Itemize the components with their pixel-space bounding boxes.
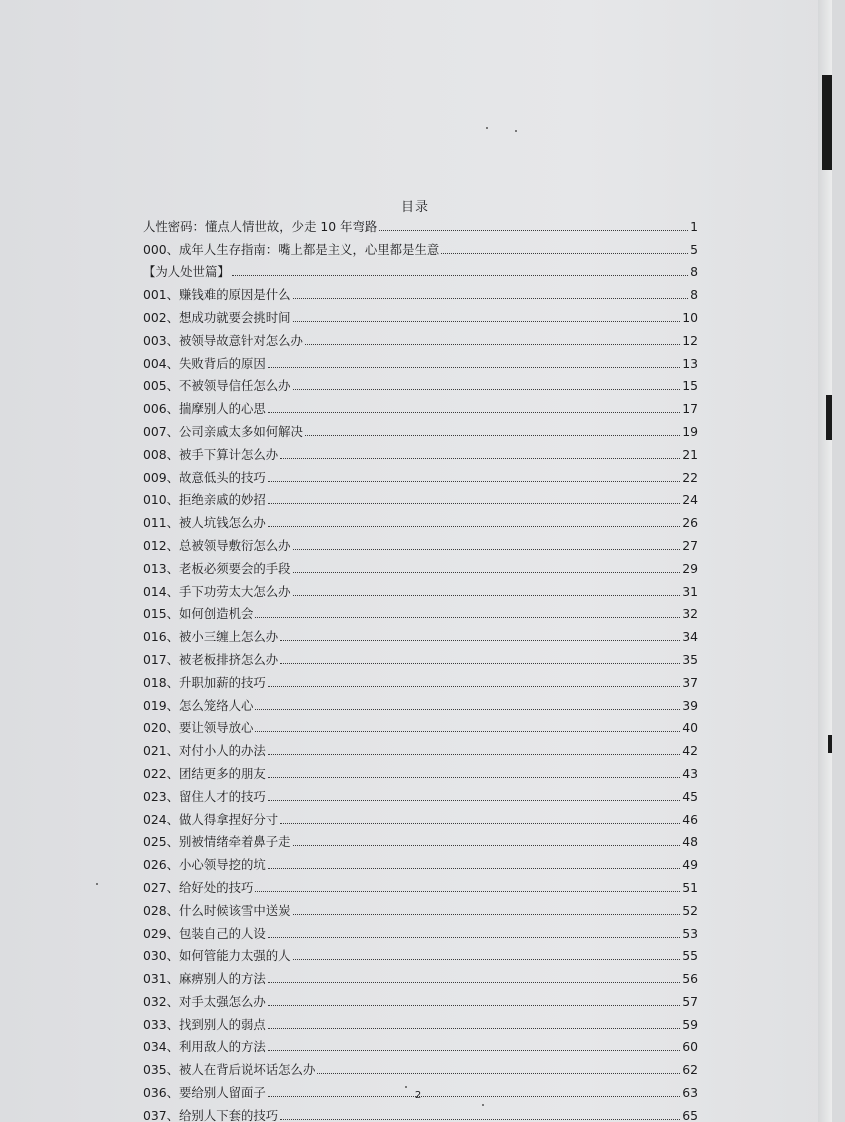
- toc-entry[interactable]: [143, 258, 698, 281]
- dot-leader: [293, 548, 681, 550]
- toc-entry-page: 24: [682, 492, 698, 508]
- toc-entry-label: 010、拒绝亲戚的妙招: [143, 492, 266, 508]
- scan-speck: [486, 127, 488, 129]
- toc-entry[interactable]: [143, 463, 698, 486]
- toc-entry-label: 020、要让领导放心: [143, 720, 254, 736]
- toc-entry-label: 014、手下功劳太大怎么办: [143, 583, 291, 599]
- toc-entry-page: 34: [682, 629, 698, 645]
- toc-entry-page: 43: [682, 765, 698, 781]
- dot-leader: [255, 890, 680, 892]
- toc-entry-label: 003、被领导故意针对怎么办: [143, 332, 303, 348]
- toc-entry[interactable]: [143, 736, 698, 759]
- toc-entry-label: 009、故意低头的技巧: [143, 469, 266, 485]
- dot-leader: [232, 274, 688, 276]
- toc-entry[interactable]: [143, 326, 698, 349]
- dot-leader: [268, 1049, 680, 1051]
- dot-leader: [280, 662, 680, 664]
- toc-entry-page: 51: [682, 879, 698, 895]
- toc-entry-label: 015、如何创造机会: [143, 606, 254, 622]
- torn-edge: [822, 75, 832, 170]
- toc-entry[interactable]: [143, 1055, 698, 1078]
- toc-entry-label: 002、想成功就要会挑时间: [143, 309, 291, 325]
- toc-title: 目录: [400, 200, 429, 215]
- toc-entry-label: 022、团结更多的朋友: [143, 765, 266, 781]
- toc-entry-page: 55: [682, 948, 698, 964]
- toc-entry-page: 12: [682, 332, 698, 348]
- toc-entry[interactable]: [143, 714, 698, 737]
- dot-leader: [379, 229, 688, 231]
- toc-entry[interactable]: [143, 828, 698, 851]
- toc-entry[interactable]: [143, 645, 698, 668]
- toc-entry-label: 035、被人在背后说坏话怎么办: [143, 1062, 316, 1078]
- toc-entry-label: 008、被手下算计怎么办: [143, 446, 279, 462]
- toc-entry-page: 35: [682, 651, 698, 667]
- toc-entry[interactable]: [143, 964, 698, 987]
- toc-entry-label: 018、升职加薪的技巧: [143, 674, 266, 690]
- toc-entry-page: 13: [682, 355, 698, 371]
- dot-leader: [280, 457, 680, 459]
- dot-leader: [268, 867, 680, 869]
- toc-entry[interactable]: [143, 280, 698, 303]
- dot-leader: [293, 320, 681, 322]
- dot-leader: [268, 981, 680, 983]
- toc-entry-page: 39: [682, 697, 698, 713]
- dot-leader: [268, 480, 680, 482]
- dot-leader: [293, 297, 688, 299]
- toc-entry-label: 031、麻痹别人的方法: [143, 971, 266, 987]
- toc-entry[interactable]: [143, 212, 698, 235]
- toc-entry-page: 8: [690, 264, 698, 280]
- dot-leader: [280, 822, 680, 824]
- toc-entry-page: 19: [682, 423, 698, 439]
- dot-leader: [293, 388, 681, 390]
- toc-entry[interactable]: [143, 919, 698, 942]
- toc-entry[interactable]: [143, 759, 698, 782]
- toc-entry-label: 033、找到别人的弱点: [143, 1016, 266, 1032]
- toc-entry[interactable]: [143, 1101, 698, 1122]
- dot-leader: [305, 434, 680, 436]
- toc-entry-label: 025、别被情绪牵着鼻子走: [143, 834, 291, 850]
- toc-entry-label: 005、不被领导信任怎么办: [143, 378, 291, 394]
- toc-entry-page: 8: [690, 287, 698, 303]
- torn-edge: [826, 395, 832, 440]
- toc-entry[interactable]: [143, 1033, 698, 1056]
- toc-entry-page: 62: [682, 1062, 698, 1078]
- toc-entry-label: 011、被人坑钱怎么办: [143, 515, 266, 531]
- toc-entry-label: 030、如何管能力太强的人: [143, 948, 291, 964]
- toc-entry[interactable]: [143, 394, 698, 417]
- dot-leader: [280, 1118, 680, 1120]
- toc-entry-page: 31: [682, 583, 698, 599]
- toc-entry-page: 5: [690, 241, 698, 257]
- toc-entry-label: 028、什么时候该雪中送炭: [143, 902, 291, 918]
- toc-entry-label: 024、做人得拿捏好分寸: [143, 811, 279, 827]
- dot-leader: [317, 1072, 680, 1074]
- toc-entry-label: 032、对手太强怎么办: [143, 993, 266, 1009]
- toc-entry-page: 52: [682, 902, 698, 918]
- toc-entry[interactable]: [143, 600, 698, 623]
- dot-leader: [293, 913, 681, 915]
- toc-entry-page: 63: [682, 1085, 698, 1101]
- scan-speck: [515, 130, 517, 132]
- scan-speck: [96, 883, 98, 885]
- toc-entry-label: 027、给好处的技巧: [143, 879, 254, 895]
- dot-leader: [293, 571, 681, 573]
- toc-entry[interactable]: [143, 486, 698, 509]
- dot-leader: [280, 639, 680, 641]
- dot-leader: [255, 730, 680, 732]
- toc-entry-page: 1: [690, 218, 698, 234]
- toc-entry-page: 21: [682, 446, 698, 462]
- toc-entry-page: 46: [682, 811, 698, 827]
- toc-entry[interactable]: [143, 782, 698, 805]
- dot-leader: [268, 936, 680, 938]
- toc-entry[interactable]: [143, 622, 698, 645]
- toc-entry-page: 53: [682, 925, 698, 941]
- toc-entry-page: 48: [682, 834, 698, 850]
- toc-entry-page: 56: [682, 971, 698, 987]
- toc-entry-page: 15: [682, 378, 698, 394]
- dot-leader: [268, 411, 680, 413]
- toc-entry[interactable]: [143, 942, 698, 965]
- toc-entry-page: 22: [682, 469, 698, 485]
- dot-leader: [268, 525, 680, 527]
- toc-entry[interactable]: [143, 554, 698, 577]
- dot-leader: [268, 685, 680, 687]
- dot-leader: [305, 343, 680, 345]
- toc-entry[interactable]: [143, 668, 698, 691]
- toc-entry-label: 037、给别人下套的技巧: [143, 1107, 279, 1122]
- toc-entry[interactable]: [143, 987, 698, 1010]
- dot-leader: [441, 252, 688, 254]
- toc-entry[interactable]: [143, 440, 698, 463]
- dot-leader: [293, 594, 681, 596]
- toc-entry-page: 40: [682, 720, 698, 736]
- toc-entry-label: 036、要给别人留面子: [143, 1085, 266, 1101]
- dot-leader: [268, 753, 680, 755]
- toc-entry-label: 021、对付小人的办法: [143, 743, 266, 759]
- toc-entry-label: 019、怎么笼络人心: [143, 697, 254, 713]
- dot-leader: [268, 1004, 680, 1006]
- toc-entry-page: 42: [682, 743, 698, 759]
- dot-leader: [255, 616, 680, 618]
- toc-entry-page: 60: [682, 1039, 698, 1055]
- toc-entry-label: 012、总被领导敷衍怎么办: [143, 537, 291, 553]
- toc-entry-label: 026、小心领导挖的坑: [143, 857, 266, 873]
- toc-entry[interactable]: [143, 531, 698, 554]
- toc-entry-label: 007、公司亲戚太多如何解决: [143, 423, 303, 439]
- dot-leader: [268, 776, 680, 778]
- toc-entry-label: 029、包装自己的人设: [143, 925, 266, 941]
- toc-entry-page: 49: [682, 857, 698, 873]
- toc-entry-label: 006、揣摩别人的心思: [143, 401, 266, 417]
- toc-entry-page: 45: [682, 788, 698, 804]
- dot-leader: [268, 366, 680, 368]
- toc-entry-label: 004、失败背后的原因: [143, 355, 266, 371]
- toc-entry[interactable]: [143, 896, 698, 919]
- dot-leader: [293, 958, 681, 960]
- toc-entry-page: 26: [682, 515, 698, 531]
- toc-entry-label: 【为人处世篇】: [143, 264, 230, 280]
- toc-entry[interactable]: [143, 691, 698, 714]
- toc-entry[interactable]: [143, 577, 698, 600]
- toc-entry[interactable]: [143, 873, 698, 896]
- toc-entry[interactable]: [143, 303, 698, 326]
- toc-entry-label: 017、被老板排挤怎么办: [143, 651, 279, 667]
- torn-edge: [828, 735, 832, 753]
- dot-leader: [268, 799, 680, 801]
- toc-entry[interactable]: [143, 805, 698, 828]
- dot-leader: [268, 502, 680, 504]
- page-number: 2: [414, 1090, 422, 1101]
- toc-entry[interactable]: [143, 349, 698, 372]
- toc-entry-label: 000、成年人生存指南：嘴上都是主义，心里都是生意: [143, 241, 440, 257]
- toc-entry[interactable]: [143, 417, 698, 440]
- table-of-contents: [143, 212, 698, 1122]
- toc-entry-label: 034、利用敌人的方法: [143, 1039, 266, 1055]
- toc-entry[interactable]: [143, 508, 698, 531]
- toc-entry-label: 016、被小三缠上怎么办: [143, 629, 279, 645]
- toc-entry-page: 27: [682, 537, 698, 553]
- toc-entry-label: 人性密码：懂点人情世故，少走 10 年弯路: [143, 218, 378, 234]
- toc-entry-page: 32: [682, 606, 698, 622]
- toc-entry-page: 10: [682, 309, 698, 325]
- toc-entry[interactable]: [143, 850, 698, 873]
- toc-entry-label: 023、留住人才的技巧: [143, 788, 266, 804]
- dot-leader: [293, 844, 681, 846]
- toc-entry[interactable]: [143, 235, 698, 258]
- toc-entry-page: 59: [682, 1016, 698, 1032]
- toc-entry[interactable]: [143, 1010, 698, 1033]
- toc-entry-page: 65: [682, 1107, 698, 1122]
- toc-entry-page: 37: [682, 674, 698, 690]
- toc-entry-label: 013、老板必须要会的手段: [143, 560, 291, 576]
- toc-entry-page: 29: [682, 560, 698, 576]
- toc-entry-page: 17: [682, 401, 698, 417]
- toc-entry[interactable]: [143, 372, 698, 395]
- toc-entry-page: 57: [682, 993, 698, 1009]
- dot-leader: [255, 708, 680, 710]
- dot-leader: [268, 1027, 680, 1029]
- toc-entry-label: 001、赚钱难的原因是什么: [143, 287, 291, 303]
